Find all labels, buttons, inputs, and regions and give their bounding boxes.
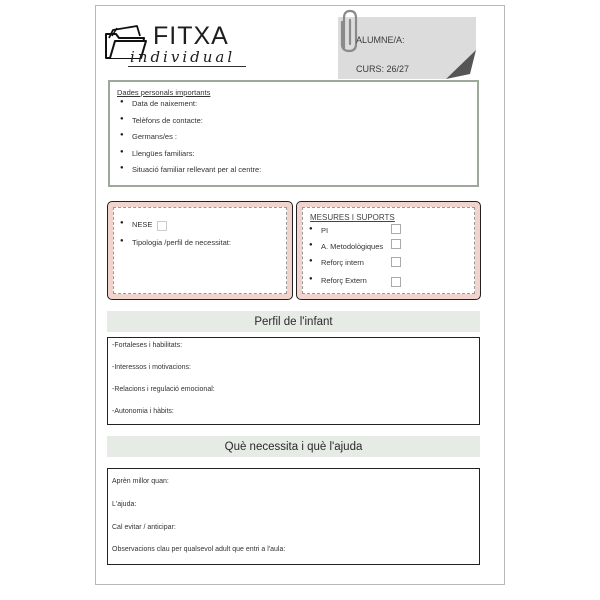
measures-title: MESURES I SUPORTS: [310, 213, 395, 222]
support-line: L'ajuda:: [112, 501, 137, 508]
support-line: Observacions clau per qualsevol adult que entri a l'aula:: [112, 546, 286, 553]
internal-support-checkbox[interactable]: [391, 257, 401, 267]
paperclip-icon: [336, 8, 362, 54]
external-support-checkbox[interactable]: [391, 277, 401, 287]
support-section: [107, 468, 480, 565]
list-item: ● NESE: [116, 220, 231, 238]
profile-section: [107, 337, 480, 425]
methodological-checkbox[interactable]: [391, 239, 401, 249]
profile-line: -Interessos i motivacions:: [112, 364, 191, 371]
student-label: ALUMNE/A:: [356, 35, 405, 45]
personal-data-section: [108, 80, 479, 187]
needs-section: [107, 201, 293, 300]
profile-line: -Autonomia i hàbits:: [112, 408, 174, 415]
list-item: ● Reforç intern: [305, 258, 383, 276]
personal-data-title: Dades personals importants: [117, 88, 211, 97]
measures-panel: [302, 207, 475, 294]
support-line: Cal evitar / anticipar:: [112, 524, 176, 531]
pi-checkbox[interactable]: [391, 224, 401, 234]
personal-data-list: [116, 99, 261, 182]
list-item: ● Tipologia /perfil de necessitat:: [116, 238, 231, 256]
list-item: ● A. Metodològiques: [305, 242, 383, 258]
measures-list: [305, 226, 383, 292]
page-subtitle: individual: [130, 48, 236, 66]
list-item: ● Germans/es :: [116, 132, 261, 149]
support-line: Aprèn millor quan:: [112, 478, 169, 485]
profile-line: -Relacions i regulació emocional:: [112, 386, 215, 393]
subtitle-underline: [128, 66, 246, 67]
profile-heading: Perfil de l'infant: [107, 311, 480, 332]
profile-line: -Fortaleses i habilitats:: [112, 342, 183, 349]
list-item: ● Llengües familiars:: [116, 149, 261, 166]
needs-list: [116, 220, 231, 256]
support-heading: Què necessita i què l'ajuda: [107, 436, 480, 457]
list-item: ● Data de naixement:: [116, 99, 261, 116]
needs-panel: [113, 207, 287, 294]
course-label: CURS: 26/27: [356, 64, 410, 74]
page-curl-icon: [446, 50, 476, 79]
page-title: FITXA: [153, 22, 229, 50]
list-item: ● Situació familiar rellevant per al centre:: [116, 165, 261, 182]
nese-checkbox[interactable]: [157, 221, 167, 231]
list-item: ● Telèfons de contacte:: [116, 116, 261, 133]
list-item: ● Reforç Extern: [305, 276, 383, 292]
list-item: ● PI: [305, 226, 383, 242]
measures-section: [296, 201, 481, 300]
